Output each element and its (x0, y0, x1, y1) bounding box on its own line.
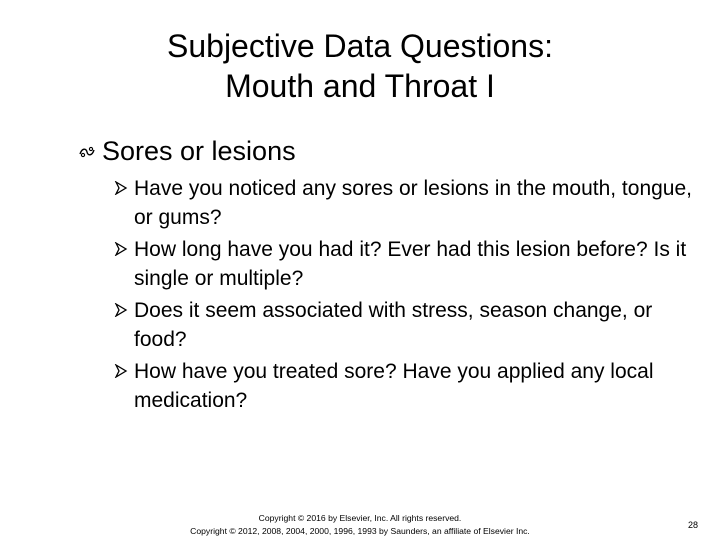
sub-bullet-text: Does it seem associated with stress, season change, or food? (134, 299, 653, 351)
copyright-footer (150, 512, 570, 538)
slide-title-line-1: Subjective Data Questions: (167, 28, 553, 64)
arrow-bullet-icon (114, 181, 128, 195)
slide-title-line-2: Mouth and Throat I (225, 68, 495, 104)
sub-bullet-list (114, 174, 704, 418)
copyright-line-2: Copyright © 2012, 2008, 2004, 2000, 1996, 1993 by Saunders, an affiliate of Elsevier Inc. (190, 526, 530, 536)
sub-bullet-item (114, 235, 704, 293)
copyright-line-1: Copyright © 2016 by Elsevier, Inc. All rights reserved. (258, 513, 462, 523)
main-bullet (78, 134, 296, 168)
arrow-bullet-icon (114, 303, 128, 317)
sub-bullet-item (114, 357, 704, 415)
arrow-bullet-icon (114, 242, 128, 256)
page-number: 28 (688, 520, 699, 530)
main-bullet-text: Sores or lesions (102, 136, 296, 166)
sub-bullet-text: Have you noticed any sores or lesions in the mouth, tongue, or gums? (134, 177, 692, 229)
sub-bullet-item (114, 174, 704, 232)
sub-bullet-item (114, 296, 704, 354)
arrow-bullet-icon (114, 364, 128, 378)
slide-title (60, 26, 660, 106)
sub-bullet-text: How long have you had it? Ever had this lesion before? Is it single or multiple? (134, 238, 687, 290)
sub-bullet-text: How have you treated sore? Have you applied any local medication? (134, 360, 654, 412)
flourish-bullet-icon (78, 143, 96, 161)
